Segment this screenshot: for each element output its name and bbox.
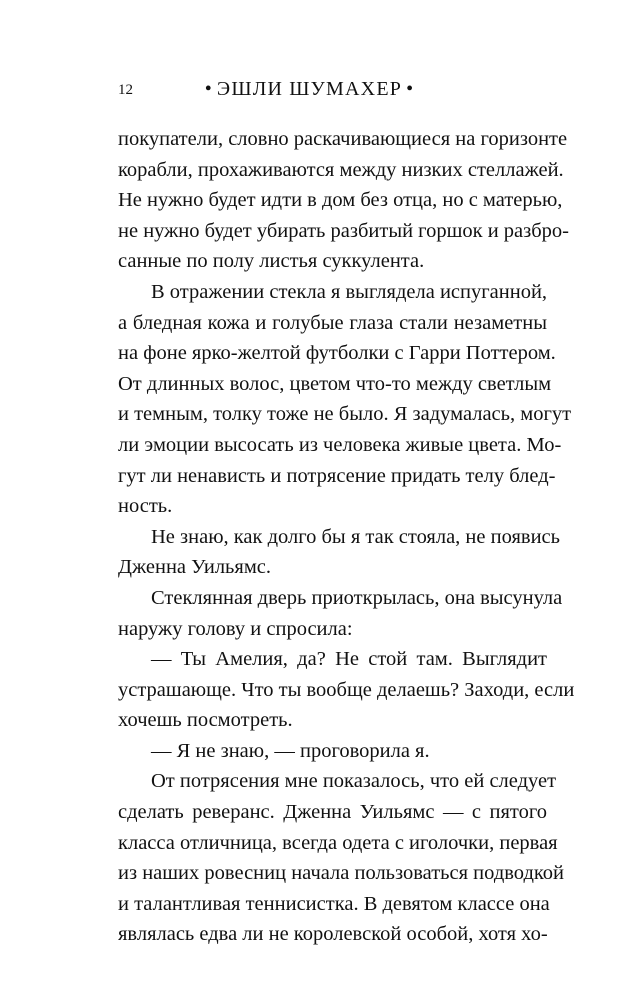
- text-line: санные по полу листья суккулента.: [118, 250, 425, 273]
- text-line: и темным, толку тоже не было. Я задумалась, могут: [118, 403, 572, 426]
- text-line: из наших ровесниц начала пользоваться подводкой: [118, 862, 565, 885]
- paragraph: [118, 522, 560, 583]
- text-line: От длинных волос, цветом что-то между светлым: [118, 372, 552, 395]
- page-number: 12: [118, 82, 133, 98]
- text-line: и талантливая теннисистка. В девятом классе она: [118, 892, 550, 915]
- text-line: являлась едва ли не королевской особой, хотя хо-: [118, 923, 548, 946]
- paragraph: [118, 736, 547, 767]
- ornament-left: •: [204, 78, 213, 100]
- text-line: Не знаю, как долго бы я так стояла, не появись: [151, 525, 560, 548]
- text-line: В отражении стекла я выглядела испуганной,: [151, 280, 548, 303]
- text-line: Дженна Уильямс.: [118, 556, 272, 579]
- text-line: Стеклянная дверь приоткрылась, она высунула: [151, 586, 563, 609]
- text-line: корабли, прохаживаются между низких стеллажей.: [118, 158, 564, 181]
- text-line: сделать реверанс. Дженна Уильямс — с пятого: [118, 801, 547, 824]
- text-line: От потрясения мне показалось, что ей следует: [151, 770, 557, 793]
- ornament-right: •: [406, 78, 415, 100]
- author-name: ЭШЛИ ШУМАХЕР: [216, 78, 403, 100]
- text-line: не нужно будет убирать разбитый горшок и разбро-: [118, 219, 569, 242]
- paragraph: [118, 644, 575, 736]
- text-line: ли эмоции высосать из человека живые цвета. Мо-: [118, 433, 562, 456]
- text-line: а бледная кожа и голубые глаза стали незаметны: [118, 311, 547, 334]
- text-line: — Ты Амелия, да? Не стой там. Выглядит: [151, 648, 547, 671]
- running-head: [0, 77, 619, 101]
- text-line: на фоне ярко-желтой футболки с Гарри Поттером.: [118, 342, 556, 365]
- text-line: хочешь посмотреть.: [118, 709, 293, 732]
- text-line: наружу голову и спросила:: [118, 617, 353, 640]
- paragraph: [118, 277, 572, 522]
- body-text: [118, 124, 575, 950]
- paragraph: [118, 766, 565, 950]
- text-line: устрашающе. Что ты вообще делаешь? Заходи, если: [118, 678, 575, 701]
- text-line: покупатели, словно раскачивающиеся на горизонте: [118, 128, 568, 150]
- paragraph: [118, 124, 569, 277]
- text-line: ность.: [118, 495, 173, 518]
- text-line: гут ли ненависть и потрясение придать телу блед-: [118, 464, 556, 487]
- text-line: Не нужно будет идти в дом без отца, но с матерью,: [118, 189, 563, 212]
- paragraph: [118, 583, 563, 644]
- text-line: — Я не знаю, — проговорила я.: [151, 739, 430, 762]
- text-line: класса отличница, всегда одета с иголочки, первая: [118, 831, 558, 854]
